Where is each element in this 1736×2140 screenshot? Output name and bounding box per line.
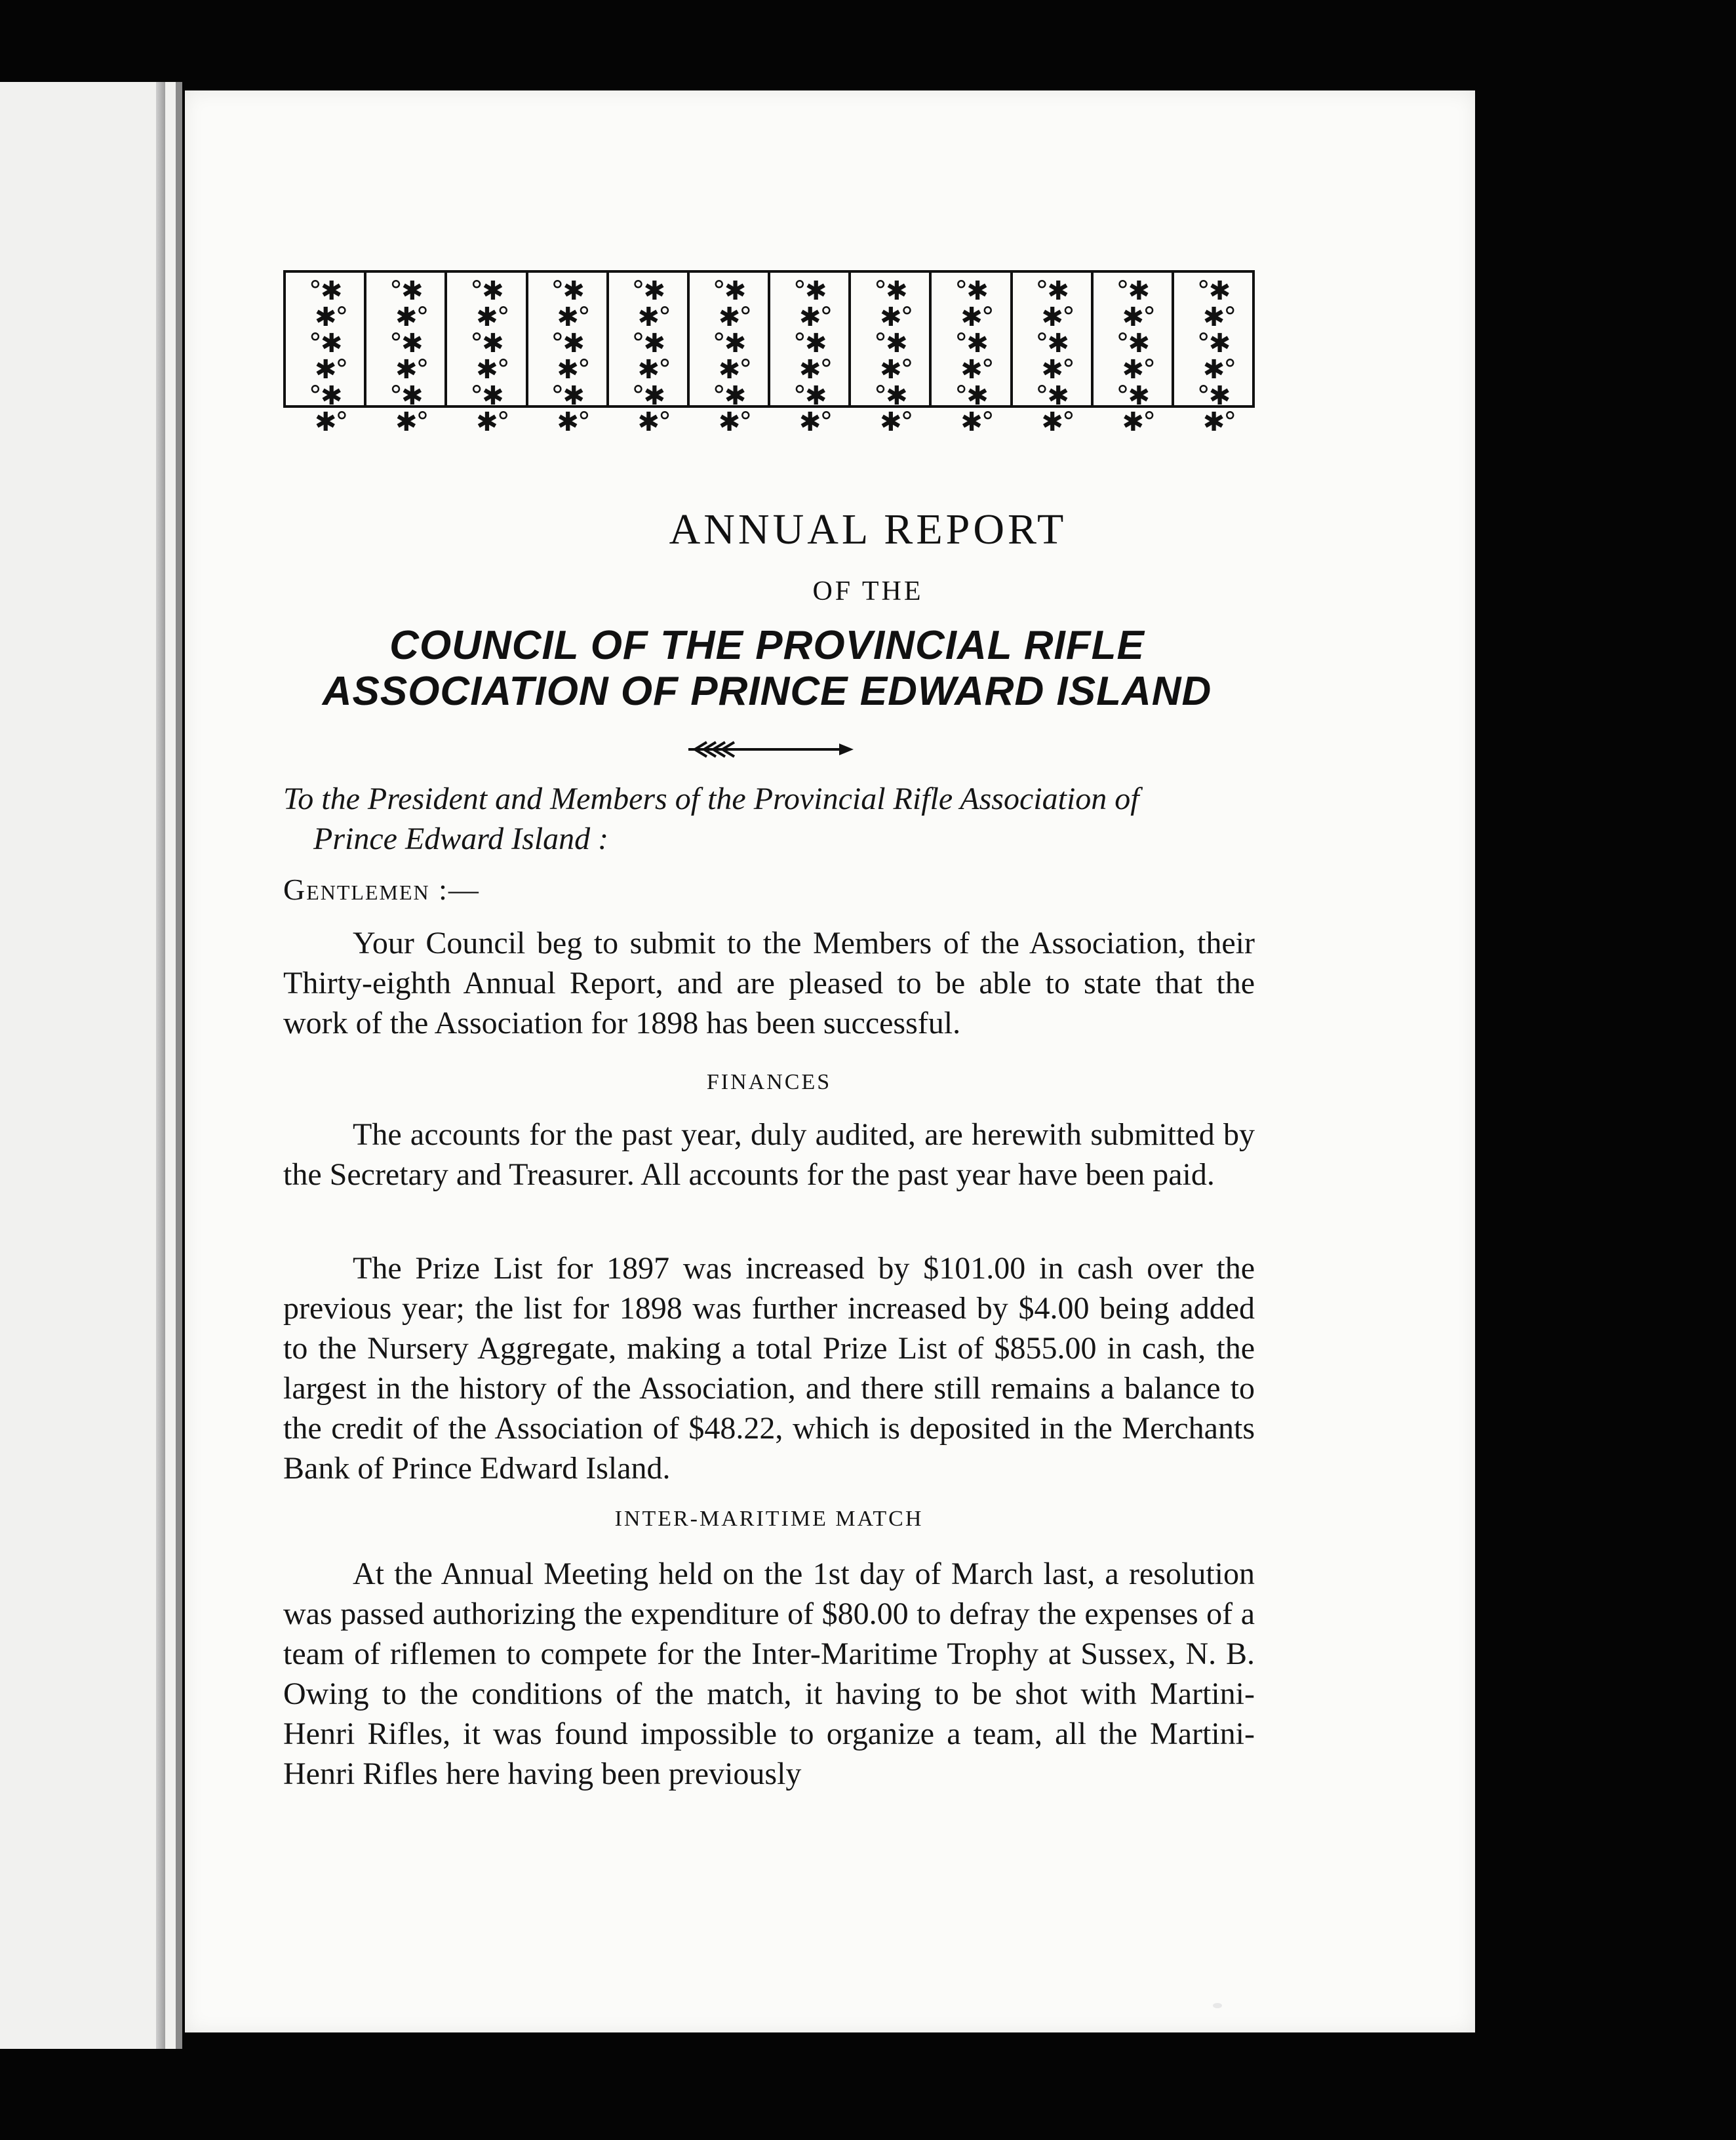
ornament-glyph: ✱°: [718, 355, 751, 385]
ornament-glyph: ✱°: [637, 407, 671, 437]
ornament-cell: [364, 273, 444, 437]
ornament-glyph: °✱: [308, 276, 342, 306]
ornament-glyph: ✱°: [557, 302, 589, 332]
ornament-glyph: ✱°: [557, 407, 589, 437]
ornament-glyph: ✱°: [395, 407, 428, 437]
ornament-glyph: ✱°: [718, 407, 751, 437]
ornament-glyph: °✱: [1035, 276, 1068, 306]
ornament-glyph: ✱°: [1122, 407, 1155, 437]
ornament-glyph: °✱: [1196, 328, 1230, 359]
ornament-glyph: °✱: [308, 328, 342, 359]
ornament-glyph: ✱°: [637, 355, 671, 385]
ornament-glyph: °✱: [1116, 276, 1149, 306]
ornament-cell: [283, 273, 364, 437]
ornament-cell: [848, 273, 929, 437]
ornament-glyph: ✱°: [960, 407, 993, 437]
greeting: Gentlemen :—: [283, 873, 480, 906]
ornamental-border: [283, 270, 1255, 437]
ornament-glyph: ✱°: [476, 407, 509, 437]
ornament-glyph: °✱: [470, 328, 503, 359]
ornament-glyph: °✱: [712, 328, 745, 359]
ornament-glyph: ✱°: [557, 355, 589, 385]
ornament-glyph: °✱: [551, 328, 583, 359]
ornament-glyph: °✱: [631, 328, 665, 359]
ornament-glyph: °✱: [1196, 381, 1230, 411]
ornament-cell: [1172, 273, 1255, 437]
ornament-glyph: ✱°: [880, 355, 913, 385]
ornament-glyph: ✱°: [799, 355, 832, 385]
ornament-glyph: ✱°: [1122, 355, 1155, 385]
ornament-glyph: °✱: [551, 381, 583, 411]
ornament-glyph: ✱°: [799, 302, 832, 332]
ornament-cell: [687, 273, 768, 437]
ornament-glyph: ✱°: [314, 407, 347, 437]
ornament-glyph: ✱°: [1202, 355, 1236, 385]
page-speck: [1213, 2003, 1222, 2008]
ornament-glyph: ✱°: [1122, 302, 1155, 332]
ornament-cell: [929, 273, 1010, 437]
ornament-glyph: °✱: [1196, 276, 1230, 306]
ornament-glyph: ✱°: [637, 302, 671, 332]
ornament-glyph: °✱: [551, 276, 583, 306]
ornament-glyph: ✱°: [1202, 302, 1236, 332]
address-line-1: To the President and Members of the Provincial Rifle Association of: [283, 782, 1139, 816]
ornament-glyph: ✱°: [1202, 407, 1236, 437]
ornament-glyph: °✱: [470, 276, 503, 306]
ornament-glyph: °✱: [1116, 381, 1149, 411]
ornament-glyph: °✱: [389, 276, 422, 306]
ornament-glyph: ✱°: [314, 302, 347, 332]
ornament-cell: [1010, 273, 1091, 437]
binding-shadow: [156, 82, 165, 2049]
ornament-glyph: °✱: [1035, 328, 1068, 359]
ornament-glyph: ✱°: [476, 302, 509, 332]
address-line-2: Prince Edward Island :: [313, 822, 609, 856]
arrow-ornament: [682, 740, 859, 759]
address-block: [283, 779, 1255, 859]
ornament-glyph: ✱°: [1041, 302, 1074, 332]
ornament-glyph: °✱: [1116, 328, 1149, 359]
ornament-glyph: °✱: [308, 381, 342, 411]
ornament-glyph: °✱: [874, 381, 907, 411]
previous-page-edge: [0, 82, 182, 2049]
ornament-cell: [444, 273, 525, 437]
ornament-glyph: °✱: [793, 381, 826, 411]
ornament-glyph: ✱°: [1041, 355, 1074, 385]
ornament-glyph: ✱°: [395, 302, 428, 332]
ornament-cell: [768, 273, 848, 437]
ornament-glyph: ✱°: [395, 355, 428, 385]
ornament-glyph: °✱: [1035, 381, 1068, 411]
ornament-glyph: ✱°: [880, 407, 913, 437]
ornament-glyph: °✱: [874, 328, 907, 359]
paragraph-inter-maritime: At the Annual Meeting held on the 1st day of March last, a resolution was passed authorizing the expenditure of $80.00 to defray the expenses of a team of riflemen to compete for the Inter-Maritime Trophy at Sussex, N. B. Owing to the conditions of the match, it having to be shot with Martini-Henri Rifles, it was found impossible to organize a team, all the Martini-Henri Rifles here having been previously: [283, 1556, 1255, 1791]
paragraph-prize-list: The Prize List for 1897 was increased by $101.00 in cash over the previous year; the list for 1898 was further increased by $4.00 being added to the Nursery Aggregate, making a total Prize List of $855.00 in cash, the largest in the history of the Association, and there still remains a balance to the credit of the Association of $48.22, which is deposited in the Merchants Bank of Prince Edward Island.: [283, 1251, 1255, 1486]
ornament-glyph: ✱°: [1041, 407, 1074, 437]
report-title: ANNUAL REPORT: [669, 505, 1067, 553]
heading-inter-maritime-match: INTER-MARITIME MATCH: [614, 1507, 924, 1531]
ornament-glyph: ✱°: [960, 355, 993, 385]
ornament-glyph: °✱: [793, 276, 826, 306]
report-subtitle: OF THE: [812, 576, 924, 606]
council-heading: COUNCIL OF THE PROVINCIAL RIFLE ASSOCIATION OF PRINCE EDWARD ISLAND: [322, 623, 1212, 714]
ornament-glyph: °✱: [874, 276, 907, 306]
ornament-glyph: °✱: [470, 381, 503, 411]
ornament-glyph: °✱: [389, 381, 422, 411]
heading-finances: FINANCES: [706, 1070, 832, 1094]
ornament-glyph: °✱: [955, 328, 987, 359]
ornament-glyph: °✱: [389, 328, 422, 359]
ornament-glyph: ✱°: [476, 355, 509, 385]
ornament-cell: [526, 273, 606, 437]
ornament-glyph: ✱°: [880, 302, 913, 332]
ornament-cell: [606, 273, 687, 437]
ornament-glyph: °✱: [712, 276, 745, 306]
ornament-glyph: °✱: [631, 276, 665, 306]
ornament-glyph: ✱°: [718, 302, 751, 332]
ornament-glyph: °✱: [793, 328, 826, 359]
ornament-glyph: °✱: [631, 381, 665, 411]
ornament-glyph: ✱°: [799, 407, 832, 437]
paragraph-opening: Your Council beg to submit to the Members of the Association, their Thirty-eighth Annual Report, and are pleased to be able to state that the work of the Association for 1898 has been successful.: [283, 926, 1255, 1040]
paragraph-accounts: The accounts for the past year, duly audited, are herewith submitted by the Secretary and Treasurer. All accounts for the past year have been paid.: [283, 1117, 1255, 1192]
ornament-glyph: °✱: [955, 276, 987, 306]
ornament-glyph: ✱°: [960, 302, 993, 332]
ornament-cell: [1091, 273, 1172, 437]
ornament-glyph: °✱: [712, 381, 745, 411]
ornament-glyph: ✱°: [314, 355, 347, 385]
ornament-glyph: °✱: [955, 381, 987, 411]
